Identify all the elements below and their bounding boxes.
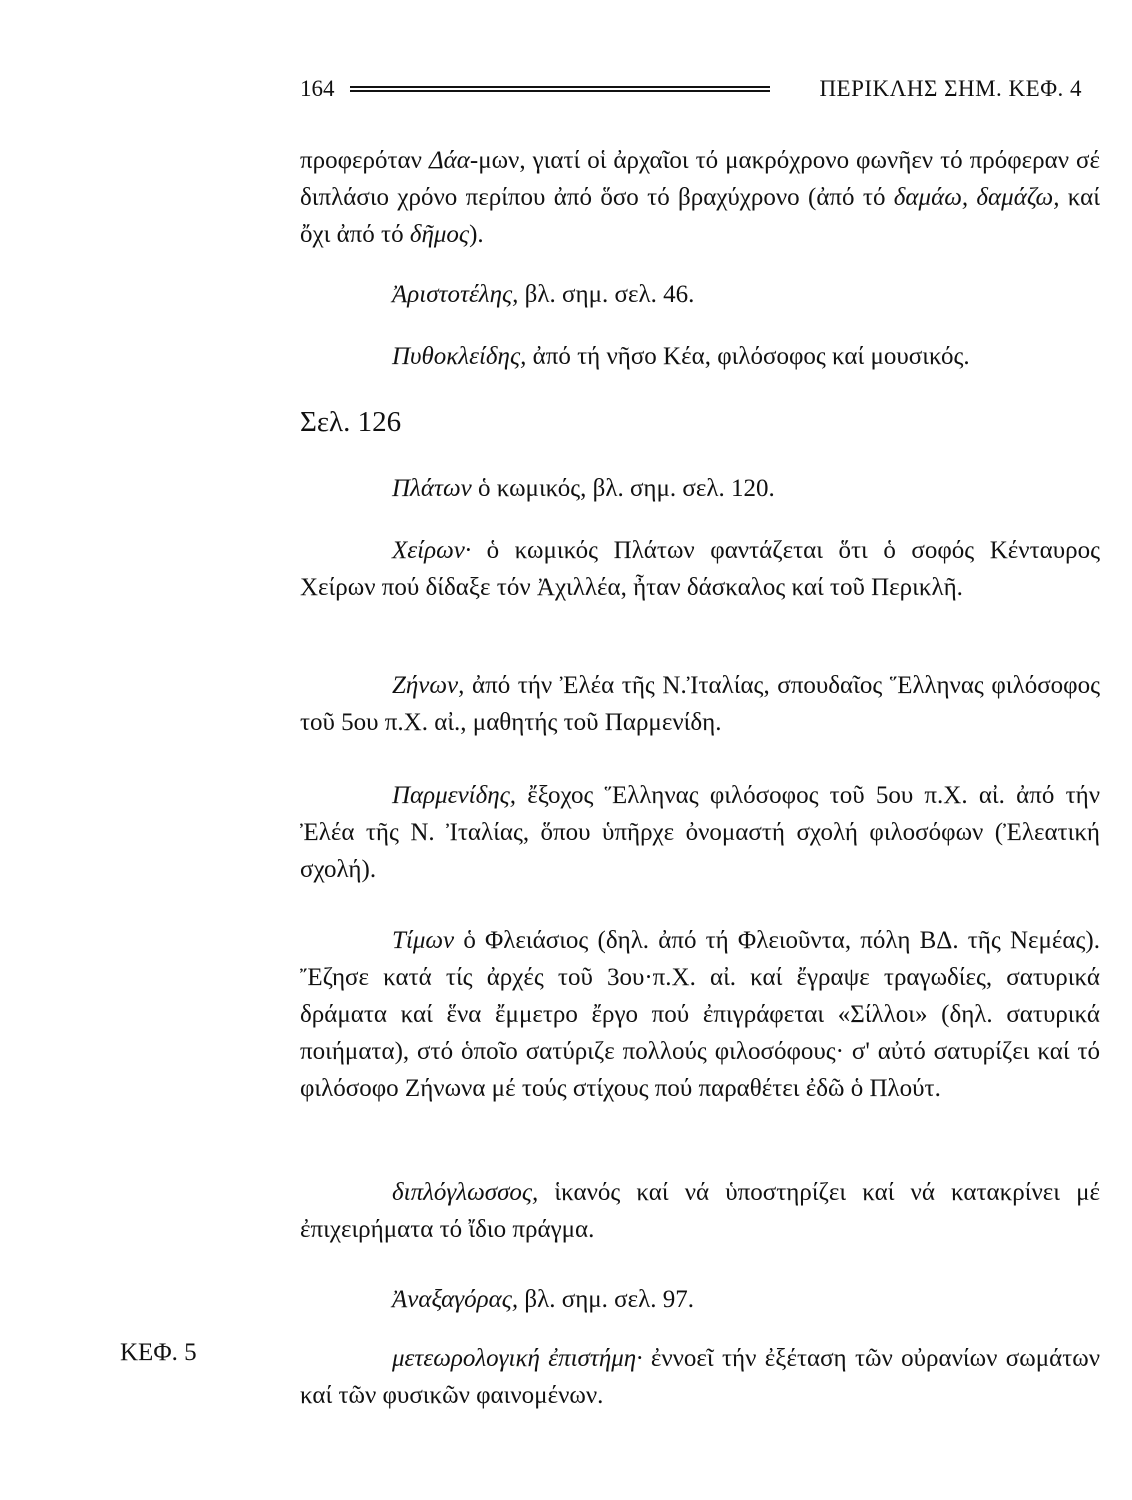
note-anaxagoras: Ἀναξαγόρας, βλ. σημ. σελ. 97. [392,1286,695,1313]
page-number: 164 [300,76,335,101]
note-timon: Τίμων ὁ Φλειάσιος (δηλ. ἀπό τή Φλειοῦντα, πόλη ΒΔ. τῆς Νεμέας). Ἔζησε κατά τίς ἀρχές τοῦ 3ου·π.Χ. αἰ. καί ἔγραψε τραγωδίες, σατυρικά δράματα καί ἕνα ἔμμετρο ἔργο πού ἐπιγράφεται «Σίλλοι» (δηλ. σατυρικά ποιήματα), στό ὁποῖο σατύριζε πολλούς φιλοσόφους· σ' αὐτό σατυρίζει καί τό φιλόσοφο Ζήνωνα μέ τούς στίχους πού παραθέτει ἐδῶ ὁ Πλούτ. [300,927,1100,1102]
note-cheiron: Χείρων· ὁ κωμικός Πλάτων φαντάζεται ὅτι ὁ σοφός Κένταυρος Χείρων πού δίδαξε τόν Ἀχιλλέα, ἦταν δάσκαλος καί τοῦ Περικλῆ. [300,537,1100,601]
note-term: Πλάτων [392,475,472,502]
chapter-label-kef-5: ΚΕΦ. 5 [120,1339,197,1366]
note-term: Χείρων· [392,537,472,564]
note-platon: Πλάτων ὁ κωμικός, βλ. σημ. σελ. 120. [392,475,775,502]
paragraph-daamon: προφερόταν Δάα-μων, γιατί οἱ ἀρχαῖοι τό μακρόχρονο φωνῆεν τό πρόφεραν σέ διπλάσιο χρόνο περίπου ἀπό ὅσο τό βραχύχρονο (ἀπό τό δαμάω, δαμάζω, καί ὄχι ἀπό τό δῆμος). [300,147,1100,248]
note-term: μετεωρολογική ἐπιστήμη· [392,1345,643,1372]
note-term: Ἀριστοτέλης, [392,281,519,308]
note-term: Τίμων [392,927,455,954]
note-diploglossos: διπλόγλωσσος, ἱκανός καί νά ὑποστηρίζει καί νά κατακρίνει μέ ἐπιχειρήματα τό ἴδιο πράγμα. [300,1179,1100,1243]
note-pythokleidis: Πυθοκλείδης, ἀπό τή νῆσο Κέα, φιλόσοφος καί μουσικός. [392,343,970,370]
note-aristotelis: Ἀριστοτέλης, βλ. σημ. σελ. 46. [392,281,695,308]
note-term: Ἀναξαγόρας, [392,1286,519,1313]
note-parmenidis: Παρμενίδης, ἔξοχος Ἕλληνας φιλόσοφος τοῦ 5ου π.Χ. αἰ. ἀπό τήν Ἐλέα τῆς Ν. Ἰταλίας, ὅπου ὑπῆρχε ὀνομαστή σχολή φιλοσόφων (Ἐλεατική σχολή). [300,782,1100,883]
note-term: διπλόγλωσσος, [392,1179,539,1206]
note-zinon: Ζήνων, ἀπό τήν Ἐλέα τῆς Ν.Ἰταλίας, σπουδαῖος Ἕλληνας φιλόσοφος τοῦ 5ου π.Χ. αἰ., μαθητής τοῦ Παρμενίδη. [300,672,1100,736]
running-title: ΠΕΡΙΚΛΗΣ ΣΗΜ. ΚΕΦ. 4 [819,76,1082,101]
page-header [300,72,1082,106]
note-term: Παρμενίδης, [392,782,517,809]
note-meteorologiki: μετεωρολογική ἐπιστήμη· ἐννοεῖ τήν ἐξέταση τῶν οὐρανίων σωμάτων καί τῶν φυσικῶν φαινομένων. [300,1345,1101,1409]
note-term: Πυθοκλείδης, [392,343,527,370]
section-heading-sel-126: Σελ. 126 [300,406,402,438]
note-term: Ζήνων, [392,672,465,699]
header-rule [350,86,770,92]
